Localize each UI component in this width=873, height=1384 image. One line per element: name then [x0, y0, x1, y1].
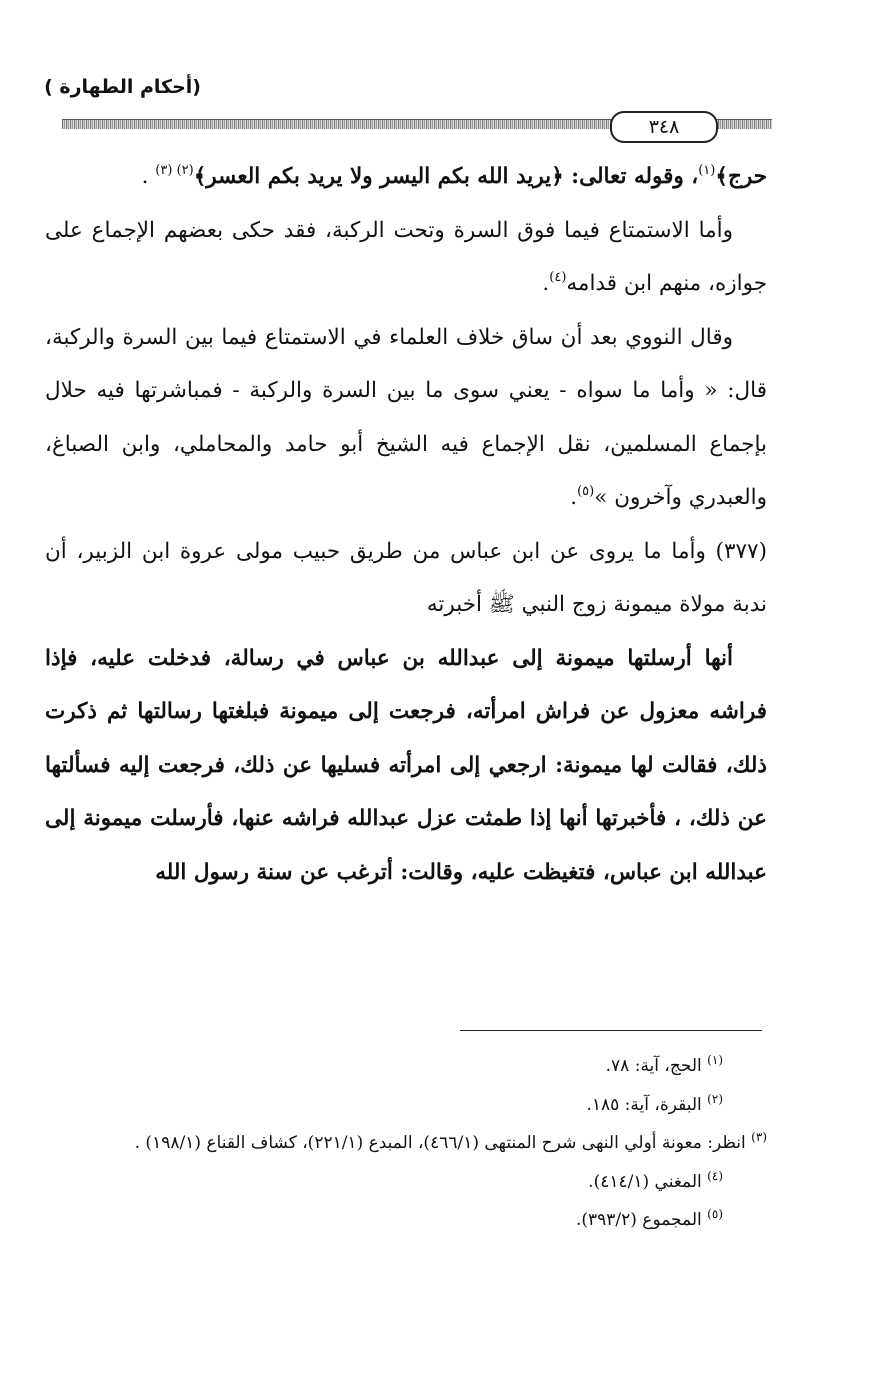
main-text: [45, 150, 767, 899]
paragraph-consensus: [45, 204, 767, 311]
footnote-text: انظر: معونة أولي النهى شرح المنتهى (٤٦٦/١)، المبدع (٢٢١/١)، كشاف القناع (١٩٨/١) .: [134, 1133, 746, 1153]
paragraph-text: وقال النووي بعد أن ساق خلاف العلماء في الاستمتاع فيما بين السرة والركبة، قال: « وأما ما سواه - يعني سوى ما بين السرة والركبة - فمباشرتها فيه حلال بإجماع المسلمين، نقل الإجماع فيه الشيخ أبو حامد والمحاملي، وابن الصباغ، والعبدري وآخرون »: [45, 324, 767, 510]
footnote-4: [45, 1163, 767, 1202]
running-header-title: (أحكام الطهارة ): [44, 76, 201, 98]
page-number-badge: ٣٤٨: [610, 111, 718, 143]
footnote-text: الحج، آية: ٧٨.: [605, 1056, 702, 1076]
footnotes: [45, 1047, 767, 1240]
footnote-number: (١): [707, 1053, 723, 1067]
footnote-number: (٤): [707, 1168, 723, 1183]
quranic-quote: ، وقوله تعالى: ﴿يريد الله بكم اليسر ولا يريد بكم العسر﴾: [193, 164, 699, 189]
sentence-end: .: [141, 164, 156, 189]
footnote-ref-2-3: (٢) (٣): [155, 163, 194, 178]
sentence-end: .: [570, 485, 578, 510]
footnote-number: (٣): [751, 1130, 767, 1144]
footnote-text: المغني (٤١٤/١).: [588, 1171, 702, 1192]
footnote-separator: [460, 1030, 762, 1031]
paragraph-verse: [45, 150, 767, 204]
footnote-5: [45, 1201, 767, 1240]
footnote-text: البقرة، آية: ١٨٥.: [586, 1094, 702, 1115]
footnote-2: [45, 1086, 767, 1125]
paragraph-hadith-text: أنها أرسلتها ميمونة إلى عبدالله بن عباس في رسالة، فدخلت عليه، فإذا فراشه معزول عن فراش امرأته، فرجعت إلى ميمونة فبلغتها رسالتها ثم ذكرت ذلك، فقالت لها ميمونة: ارجعي إلى امرأته فسليها عن ذلك، فرجعت إليه فسألتها عن ذلك، ، فأخبرتها أنها إذا طمثت عزل عبدالله فراشه عنها، فأرسلت ميمونة إلى عبدالله ابن عباس، فتغيظت عليه، وقالت: أترغب عن سنة رسول الله: [45, 645, 767, 885]
footnote-3: [45, 1124, 767, 1163]
footnote-ref-4: (٤): [549, 270, 567, 285]
paragraph-nawawi: [45, 311, 767, 525]
footnote-number: (٢): [707, 1091, 723, 1106]
footnote-text: المجموع (٣٩٣/٢).: [575, 1210, 702, 1230]
footnote-ref-5: (٥): [577, 484, 595, 499]
paragraph-text: وأما الاستمتاع فيما فوق السرة وتحت الركبة، فقد حكى بعضهم الإجماع على جوازه، منهم ابن قدامه: [45, 217, 767, 296]
sentence-end: .: [542, 271, 550, 296]
footnote-number: (٥): [707, 1207, 723, 1221]
footnote-ref-1: (١): [698, 163, 716, 178]
footnote-1: [45, 1047, 767, 1086]
verse-end-fragment: حرج﴾: [715, 164, 767, 189]
paragraph-narration-intro: (٣٧٧) وأما ما يروى عن ابن عباس من طريق حبيب مولى عروة ابن الزبير، أن ندبة مولاة ميمونة زوج النبي ﷺ أخبرته: [45, 538, 767, 617]
